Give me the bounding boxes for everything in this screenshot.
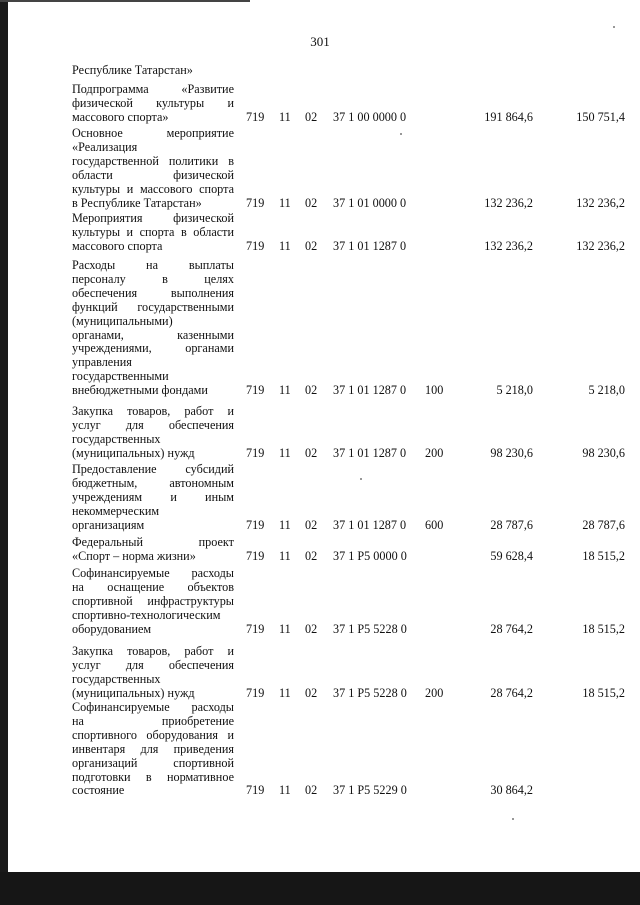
description-line: области физической [72, 167, 234, 182]
row-description [72, 212, 234, 254]
row-description [72, 127, 234, 210]
row-description [72, 567, 234, 637]
amount-year-2: 18 515,2 [582, 685, 625, 700]
ved-code: 719 [246, 548, 265, 563]
section-code: 11 [279, 238, 291, 253]
description-line: массового спорта» [72, 109, 169, 124]
row-description [72, 405, 234, 461]
subsection-code: 02 [305, 383, 318, 398]
description-line: спортивной инфраструктуры [72, 593, 234, 608]
description-line: «Реализация [72, 139, 138, 154]
section-code: 11 [279, 783, 291, 798]
subsection-code: 02 [305, 445, 318, 460]
description-line: учреждениями, органами [72, 341, 234, 356]
scan-speck [512, 818, 514, 820]
row-description [72, 259, 234, 398]
section-code: 11 [279, 195, 291, 210]
section-code: 11 [279, 548, 291, 563]
row-description [72, 645, 234, 701]
row-description [72, 83, 234, 125]
description-line: в Республике Татарстан» [72, 195, 202, 210]
description-line: состояние [72, 783, 125, 798]
description-line: (муниципальных) нужд [72, 685, 195, 700]
description-line: Закупка товаров, работ и [72, 644, 234, 658]
description-line: Софинансируемые расходы [72, 566, 234, 580]
expense-type-code: 100 [425, 383, 444, 398]
target-article-code: 37 1 01 0000 0 [333, 195, 407, 210]
description-line: на оснащение объектов [72, 579, 234, 594]
target-article-code: 37 1 01 1287 0 [333, 383, 407, 398]
description-line: культуры и массового спорта [72, 181, 234, 196]
amount-year-1: 132 236,2 [484, 238, 533, 253]
ved-code: 719 [246, 109, 265, 124]
description-line: внебюджетными фондами [72, 383, 208, 398]
amount-year-1: 5 218,0 [496, 383, 533, 398]
amount-year-1: 30 864,2 [490, 783, 533, 798]
description-line: оборудованием [72, 621, 152, 636]
ved-code: 719 [246, 783, 265, 798]
description-line: организациям [72, 517, 145, 532]
description-line: государственных [72, 671, 161, 686]
subsection-code: 02 [305, 109, 318, 124]
ved-code: 719 [246, 685, 265, 700]
ved-code: 719 [246, 383, 265, 398]
description-line: государственными [72, 369, 169, 384]
ved-code: 719 [246, 195, 265, 210]
ved-code: 719 [246, 517, 265, 532]
description-line: инвентаря для приведения [72, 741, 234, 756]
target-article-code: 37 1 00 0000 0 [333, 109, 407, 124]
amount-year-2: 150 751,4 [576, 109, 625, 124]
description-line: Закупка товаров, работ и [72, 404, 234, 418]
target-article-code: 37 1 P5 5229 0 [333, 783, 407, 798]
amount-year-2: 18 515,2 [582, 621, 625, 636]
page-number: 301 [310, 34, 330, 49]
expense-type-code: 600 [425, 517, 444, 532]
description-line: спортивного оборудования и [72, 727, 234, 742]
description-line: Мероприятия физической [72, 211, 234, 225]
description-line: (муниципальными) [72, 313, 173, 328]
description-line: Республике Татарстан» [72, 63, 193, 77]
target-article-code: 37 1 P5 0000 0 [333, 548, 407, 563]
row-description [72, 701, 234, 798]
description-line: персоналу в целях [72, 271, 234, 286]
description-line: государственных [72, 431, 161, 446]
amount-year-2: 132 236,2 [576, 195, 625, 210]
subsection-code: 02 [305, 548, 318, 563]
description-line: подготовки в нормативное [72, 769, 234, 784]
amount-year-1: 191 864,6 [484, 109, 533, 124]
description-line: Федеральный проект [72, 535, 234, 549]
expense-type-code: 200 [425, 445, 444, 460]
description-line: обеспечения выполнения [72, 285, 234, 300]
subsection-code: 02 [305, 195, 318, 210]
expense-type-code: 200 [425, 685, 444, 700]
row-description [72, 463, 234, 533]
subsection-code: 02 [305, 783, 318, 798]
ved-code: 719 [246, 238, 265, 253]
description-line: функций государственными [72, 299, 234, 314]
target-article-code: 37 1 01 1287 0 [333, 238, 407, 253]
amount-year-2: 28 787,6 [582, 517, 625, 532]
description-line: организаций спортивной [72, 755, 234, 770]
description-line: бюджетным, автономным [72, 475, 234, 490]
description-line: спортивно-технологическим [72, 607, 221, 622]
description-line: Основное мероприятие [72, 126, 234, 140]
amount-year-1: 98 230,6 [490, 445, 533, 460]
amount-year-1: 28 787,6 [490, 517, 533, 532]
ved-code: 719 [246, 445, 265, 460]
ved-code: 719 [246, 621, 265, 636]
description-line: управления [72, 355, 132, 370]
description-line: (муниципальных) нужд [72, 445, 195, 460]
description-line: Расходы на выплаты [72, 258, 234, 272]
amount-year-1: 28 764,2 [490, 621, 533, 636]
description-line: учреждениям и иным [72, 489, 234, 504]
target-article-code: 37 1 01 1287 0 [333, 517, 407, 532]
description-line: культуры и спорта в области [72, 224, 234, 239]
target-article-code: 37 1 P5 5228 0 [333, 685, 407, 700]
amount-year-2: 18 515,2 [582, 548, 625, 563]
section-code: 11 [279, 109, 291, 124]
description-line: на приобретение [72, 713, 234, 728]
section-code: 11 [279, 685, 291, 700]
subsection-code: 02 [305, 517, 318, 532]
description-line: некоммерческим [72, 503, 160, 518]
scan-speck [360, 478, 362, 480]
description-line: физической культуры и [72, 95, 234, 110]
section-code: 11 [279, 517, 291, 532]
description-line: услуг для обеспечения [72, 417, 234, 432]
row-description [72, 536, 234, 564]
amount-year-1: 132 236,2 [484, 195, 533, 210]
description-line: органами, казенными [72, 327, 234, 342]
subsection-code: 02 [305, 238, 318, 253]
description-line: государственной политики в [72, 153, 234, 168]
description-line: массового спорта [72, 238, 163, 253]
amount-year-2: 132 236,2 [576, 238, 625, 253]
subsection-code: 02 [305, 621, 318, 636]
description-line: Подпрограмма «Развитие [72, 82, 234, 96]
row-description [72, 64, 234, 78]
description-line: Софинансируемые расходы [72, 700, 234, 714]
section-code: 11 [279, 383, 291, 398]
scan-speck [400, 133, 402, 135]
description-line: «Спорт – норма жизни» [72, 548, 196, 563]
target-article-code: 37 1 P5 5228 0 [333, 621, 407, 636]
subsection-code: 02 [305, 685, 318, 700]
target-article-code: 37 1 01 1287 0 [333, 445, 407, 460]
scan-left-edge [0, 0, 8, 905]
amount-year-1: 59 628,4 [490, 548, 533, 563]
amount-year-1: 28 764,2 [490, 685, 533, 700]
scan-bottom-edge [0, 872, 640, 905]
amount-year-2: 5 218,0 [588, 383, 625, 398]
amount-year-2: 98 230,6 [582, 445, 625, 460]
section-code: 11 [279, 445, 291, 460]
description-line: услуг для обеспечения [72, 657, 234, 672]
description-line: Предоставление субсидий [72, 462, 234, 476]
scan-speck [613, 26, 615, 28]
section-code: 11 [279, 621, 291, 636]
scan-top-edge [0, 0, 250, 2]
